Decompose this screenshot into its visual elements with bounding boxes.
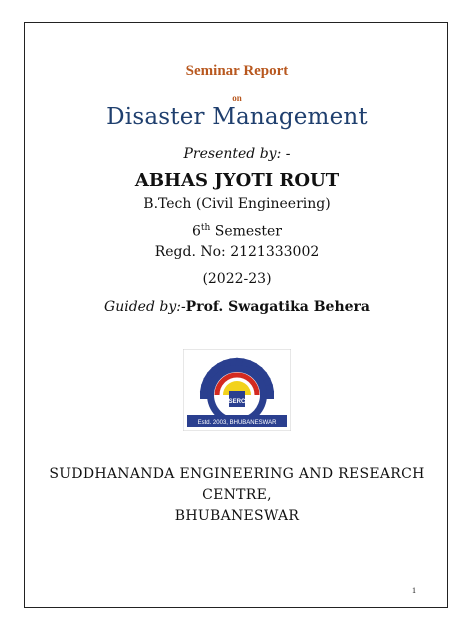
institute-line-2: CENTRE,	[202, 487, 272, 503]
connector-text: on	[232, 93, 242, 103]
semester-text	[0, 223, 474, 240]
institute-line-3: BHUBANESWAR	[174, 508, 300, 524]
institute-line-1: SUDDHANANDA ENGINEERING AND RESEARCH	[49, 466, 425, 482]
presented-by-label: Presented by: -	[183, 146, 291, 162]
page-number: 1	[412, 586, 416, 595]
report-type: Seminar Report	[185, 63, 289, 79]
registration-number: Regd. No: 2121333002	[154, 244, 320, 260]
session-year: (2022-23)	[202, 271, 272, 287]
logo-center-text: SERC	[228, 399, 246, 405]
semester-suffix: th	[200, 223, 211, 233]
course-text: B.Tech (Civil Engineering)	[143, 196, 331, 212]
institute-name	[0, 464, 474, 527]
logo-estd-text: Estd. 2003, BHUBANESWAR	[197, 420, 277, 426]
guided-by	[0, 299, 474, 315]
report-title: Disaster Management	[106, 104, 368, 130]
institute-logo	[183, 349, 291, 431]
guided-by-label: Guided by:-	[104, 299, 186, 315]
author-name: ABHAS JYOTI ROUT	[134, 170, 340, 191]
guide-name: Prof. Swagatika Behera	[185, 299, 370, 315]
semester-word: Semester	[210, 223, 283, 240]
semester-number: 6	[191, 223, 201, 240]
